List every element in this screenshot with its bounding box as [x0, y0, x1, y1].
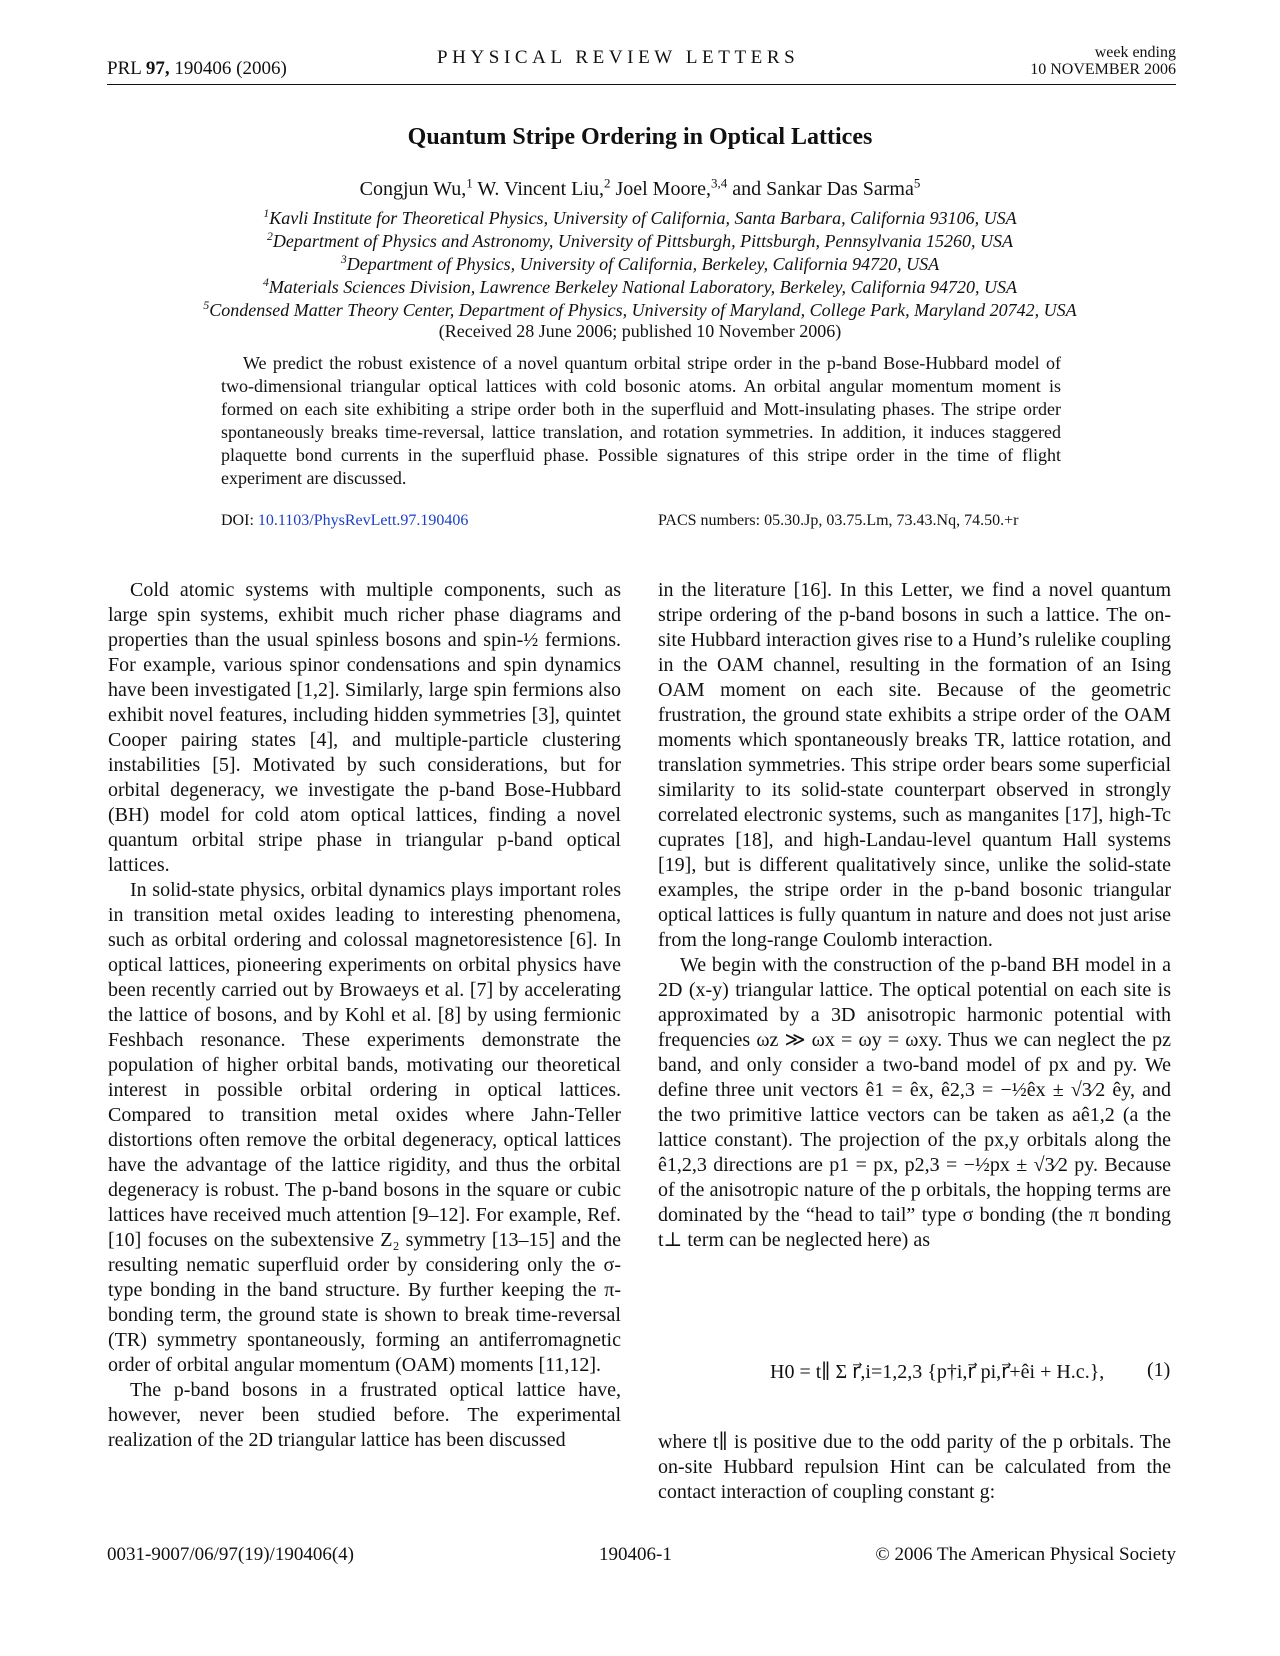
- body-paragraph: In solid-state physics, orbital dynamics plays important roles in transition metal oxides leading to interesting phenomena, such as orbital ordering and colossal magnetoresistence [6]. In optical lattices, pioneering experiments on orbital physics have been recently carried out by Browaeys et al. [7] by accelerating the lattice of bosons, and by Kohl et al. [8] by using fermionic Feshbach resonance. These experiments demonstrate the population of higher orbital bands, motivating our theoretical interest in possible orbital ordering in optical lattices. Compared to transition metal oxides where Jahn-Teller distortions often remove the orbital degeneracy, optical lattices have the advantage of the lattice rigidity, and thus the orbital degeneracy is robust. The p-band bosons in the square or cubic lattices have received much attention [9–12]. For example, Ref. [10] focuses on the subextensive Z₂ symmetry [13–15] and the resulting nematic superfluid order by considering only the σ-type bonding in the band structure. By further keeping the π-bonding term, the ground state is shown to break time-reversal (TR) symmetry spontaneously, forming an antiferromagnetic order of orbital angular momentum (OAM) moments [11,12].: [108, 879, 621, 1376]
- affiliation-5: $^5$Condensed Matter Theory Center, Department of Physics, University of Maryland, College Park, Maryland 20742, USA: [203, 299, 1077, 320]
- running-header-citation: PRL 97, 190406 (2006): [107, 58, 287, 79]
- doi-link[interactable]: 10.1103/PhysRevLett.97.190406: [257, 512, 469, 529]
- equation-1: H0 = t∥ Σ r⃗,i=1,2,3 {p†i,r⃗ pi,r⃗+êi + H.c.},: [770, 1361, 1105, 1383]
- body-column-right-continued: [658, 1430, 1171, 1505]
- footer-page-number: 190406-1: [599, 1544, 672, 1565]
- body-paragraph: in the literature [16]. In this Letter, we find a novel quantum stripe ordering of the p-band bosons in such a lattice. The on-site Hubbard interaction gives rise to a Hund’s rulelike coupling in the OAM channel, resulting in the formation of an Ising OAM moment on each site. Because of the geometric frustration, the ground state exhibits a stripe order of the OAM moments which spontaneously breaks TR, lattice rotation, and translation symmetries. This stripe order bears some superficial similarity to its solid-state counterpart observed in strongly correlated electronic systems, such as manganites [17], high-Tc cuprates [18], and high-Landau-level quantum Hall systems [19], but is different qualitatively since, unlike the solid-state examples, the stripe order in the p-band bosonic triangular optical lattices is fully quantum in nature and does not just arise from the long-range Coulomb interaction.: [658, 579, 1171, 951]
- body-paragraph: Cold atomic systems with multiple components, such as large spin systems, exhibit much richer phase diagrams and properties than the usual spinless bosons and spin-½ fermions. For example, various spinor condensations and spin dynamics have been investigated [1,2]. Similarly, large spin fermions also exhibit novel features, including hidden symmetries [3], quintet Cooper pairing states [4], and multiple-particle clustering instabilities [5]. Motivated by such considerations, but for orbital degeneracy, we investigate the p-band Bose-Hubbard (BH) model for cold atom optical lattices, finding a novel quantum orbital stripe phase in triangular p-band optical lattices.: [108, 579, 621, 876]
- running-header-journal: PHYSICAL REVIEW LETTERS: [437, 47, 800, 68]
- affiliation-1: $^1$Kavli Institute for Theoretical Physics, University of California, Santa Barbara, California 93106, USA: [263, 207, 1017, 228]
- paper-title: Quantum Stripe Ordering in Optical Lattices: [407, 124, 873, 150]
- body-paragraph: We begin with the construction of the p-band BH model in a 2D (x-y) triangular lattice. The optical potential on each site is approximated by a 3D anisotropic harmonic potential with frequencies ωz ≫ ωx = ωy = ωxy. Thus we can neglect the pz band, and only consider a two-band model of px and py. We define three unit vectors ê1 = êx, ê2,3 = −½êx ± √3⁄2 êy, and the two primitive lattice vectors can be taken as aê1,2 (a the lattice constant). The projection of the px,y orbitals along the ê1,2,3 directions are p1 = px, p2,3 = −½px ± √3⁄2 py. Because of the anisotropic nature of the p orbitals, the hopping terms are dominated by the “head to tail” type σ bonding (the π bonding t⊥ term can be neglected here) as: [658, 954, 1171, 1251]
- affiliation-3: $^3$Department of Physics, University of California, Berkeley, California 94720, USA: [340, 253, 940, 274]
- footer-copyright: © 2006 The American Physical Society: [875, 1544, 1176, 1565]
- received-dates: (Received 28 June 2006; published 10 November 2006): [438, 321, 842, 341]
- footer-issn: 0031-9007/06/97(19)/190406(4): [107, 1544, 354, 1565]
- equation-number: (1): [1147, 1359, 1171, 1381]
- header-rule: [107, 84, 1176, 85]
- affiliation-4: $^4$Materials Sciences Division, Lawrence Berkeley National Laboratory, Berkeley, California 94720, USA: [262, 276, 1018, 297]
- affiliations: [0, 207, 1280, 322]
- abstract: We predict the robust existence of a novel quantum orbital stripe order in the p-band Bose-Hubbard model of two-dimensional triangular optical lattices with cold bosonic atoms. An orbital angular momentum moment is formed on each site exhibiting a stripe order both in the superfluid and Mott-insulating phases. The stripe order spontaneously breaks time-reversal, lattice translation, and rotation symmetries. In addition, it induces staggered plaquette bond currents in the superfluid phase. Possible signatures of this stripe order in the time of flight experiment are discussed.: [221, 353, 1061, 488]
- running-header-date: week ending 10 NOVEMBER 2006: [1030, 44, 1176, 78]
- author-list: Congjun Wu,$^1$ W. Vincent Liu,$^2$ Joel Moore,$^{3,4}$ and Sankar Das Sarma$^5$: [359, 175, 921, 200]
- body-column-right: [658, 578, 1171, 1253]
- body-paragraph: The p-band bosons in a frustrated optical lattice have, however, never been studied before. The experimental realization of the 2D triangular lattice has been discussed: [108, 1379, 621, 1451]
- affiliation-2: $^2$Department of Physics and Astronomy, University of Pittsburgh, Pittsburgh, Pennsylvania 15260, USA: [267, 230, 1013, 251]
- body-paragraph: where t∥ is positive due to the odd parity of the p orbitals. The on-site Hubbard repulsion Hint can be calculated from the contact interaction of coupling constant g:: [658, 1431, 1171, 1503]
- body-column-left: [108, 578, 621, 1453]
- pacs-numbers: PACS numbers: 05.30.Jp, 03.75.Lm, 73.43.Nq, 74.50.+r: [658, 512, 1019, 529]
- doi-line: DOI: 10.1103/PhysRevLett.97.190406: [221, 512, 469, 529]
